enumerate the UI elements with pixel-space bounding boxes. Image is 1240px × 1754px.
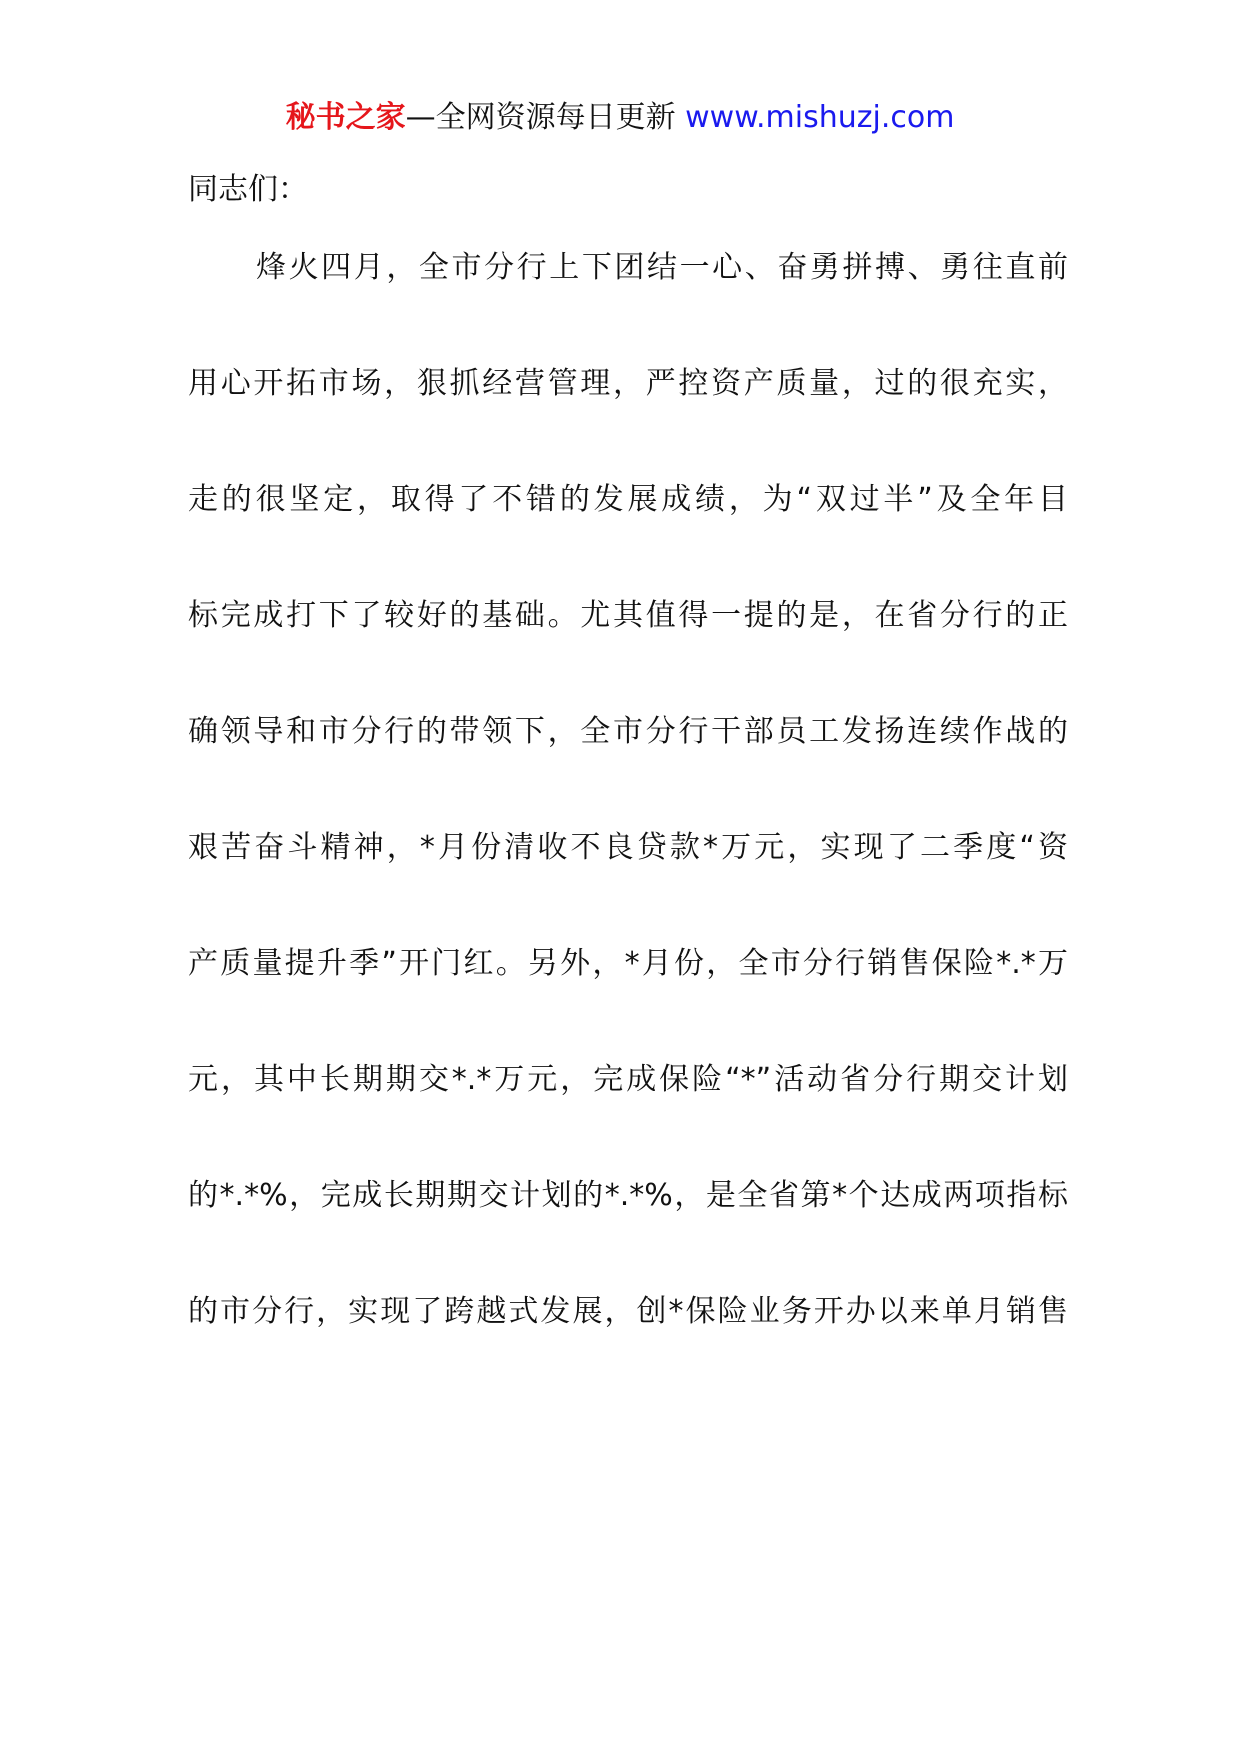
paragraph-line: 艰苦奋斗精神，*月份清收不良贷款*万元，实现了二季度“资 (188, 830, 1068, 865)
header-tagline: —全网资源每日更新 (405, 100, 686, 135)
paragraph-line: 烽火四月，全市分行上下团结一心、奋勇拼搏、勇往直前 (256, 250, 1068, 285)
paragraph-line: 的*.*%，完成长期期交计划的*.*%，是全省第*个达成两项指标 (188, 1178, 1068, 1213)
brand-name: 秘书之家 (285, 100, 406, 135)
site-url-link[interactable]: www.mishuzj.com (685, 100, 955, 135)
paragraph-line: 确领导和市分行的带领下，全市分行干部员工发扬连续作战的 (188, 714, 1068, 749)
site-header (0, 98, 1240, 138)
paragraph-line: 的市分行，实现了跨越式发展，创*保险业务开办以来单月销售 (188, 1294, 1068, 1329)
paragraph-line: 产质量提升季”开门红。另外，*月份，全市分行销售保险*.*万 (188, 946, 1068, 981)
paragraph-line: 标完成打下了较好的基础。尤其值得一提的是，在省分行的正 (188, 598, 1068, 633)
salutation: 同志们： (188, 172, 308, 207)
paragraph-line: 用心开拓市场，狠抓经营管理，严控资产质量，过的很充实， (188, 366, 1068, 401)
paragraph-line: 走的很坚定，取得了不错的发展成绩，为“双过半”及全年目 (188, 482, 1068, 517)
paragraph-line: 元，其中长期期交*.*万元，完成保险“*”活动省分行期交计划 (188, 1062, 1068, 1097)
